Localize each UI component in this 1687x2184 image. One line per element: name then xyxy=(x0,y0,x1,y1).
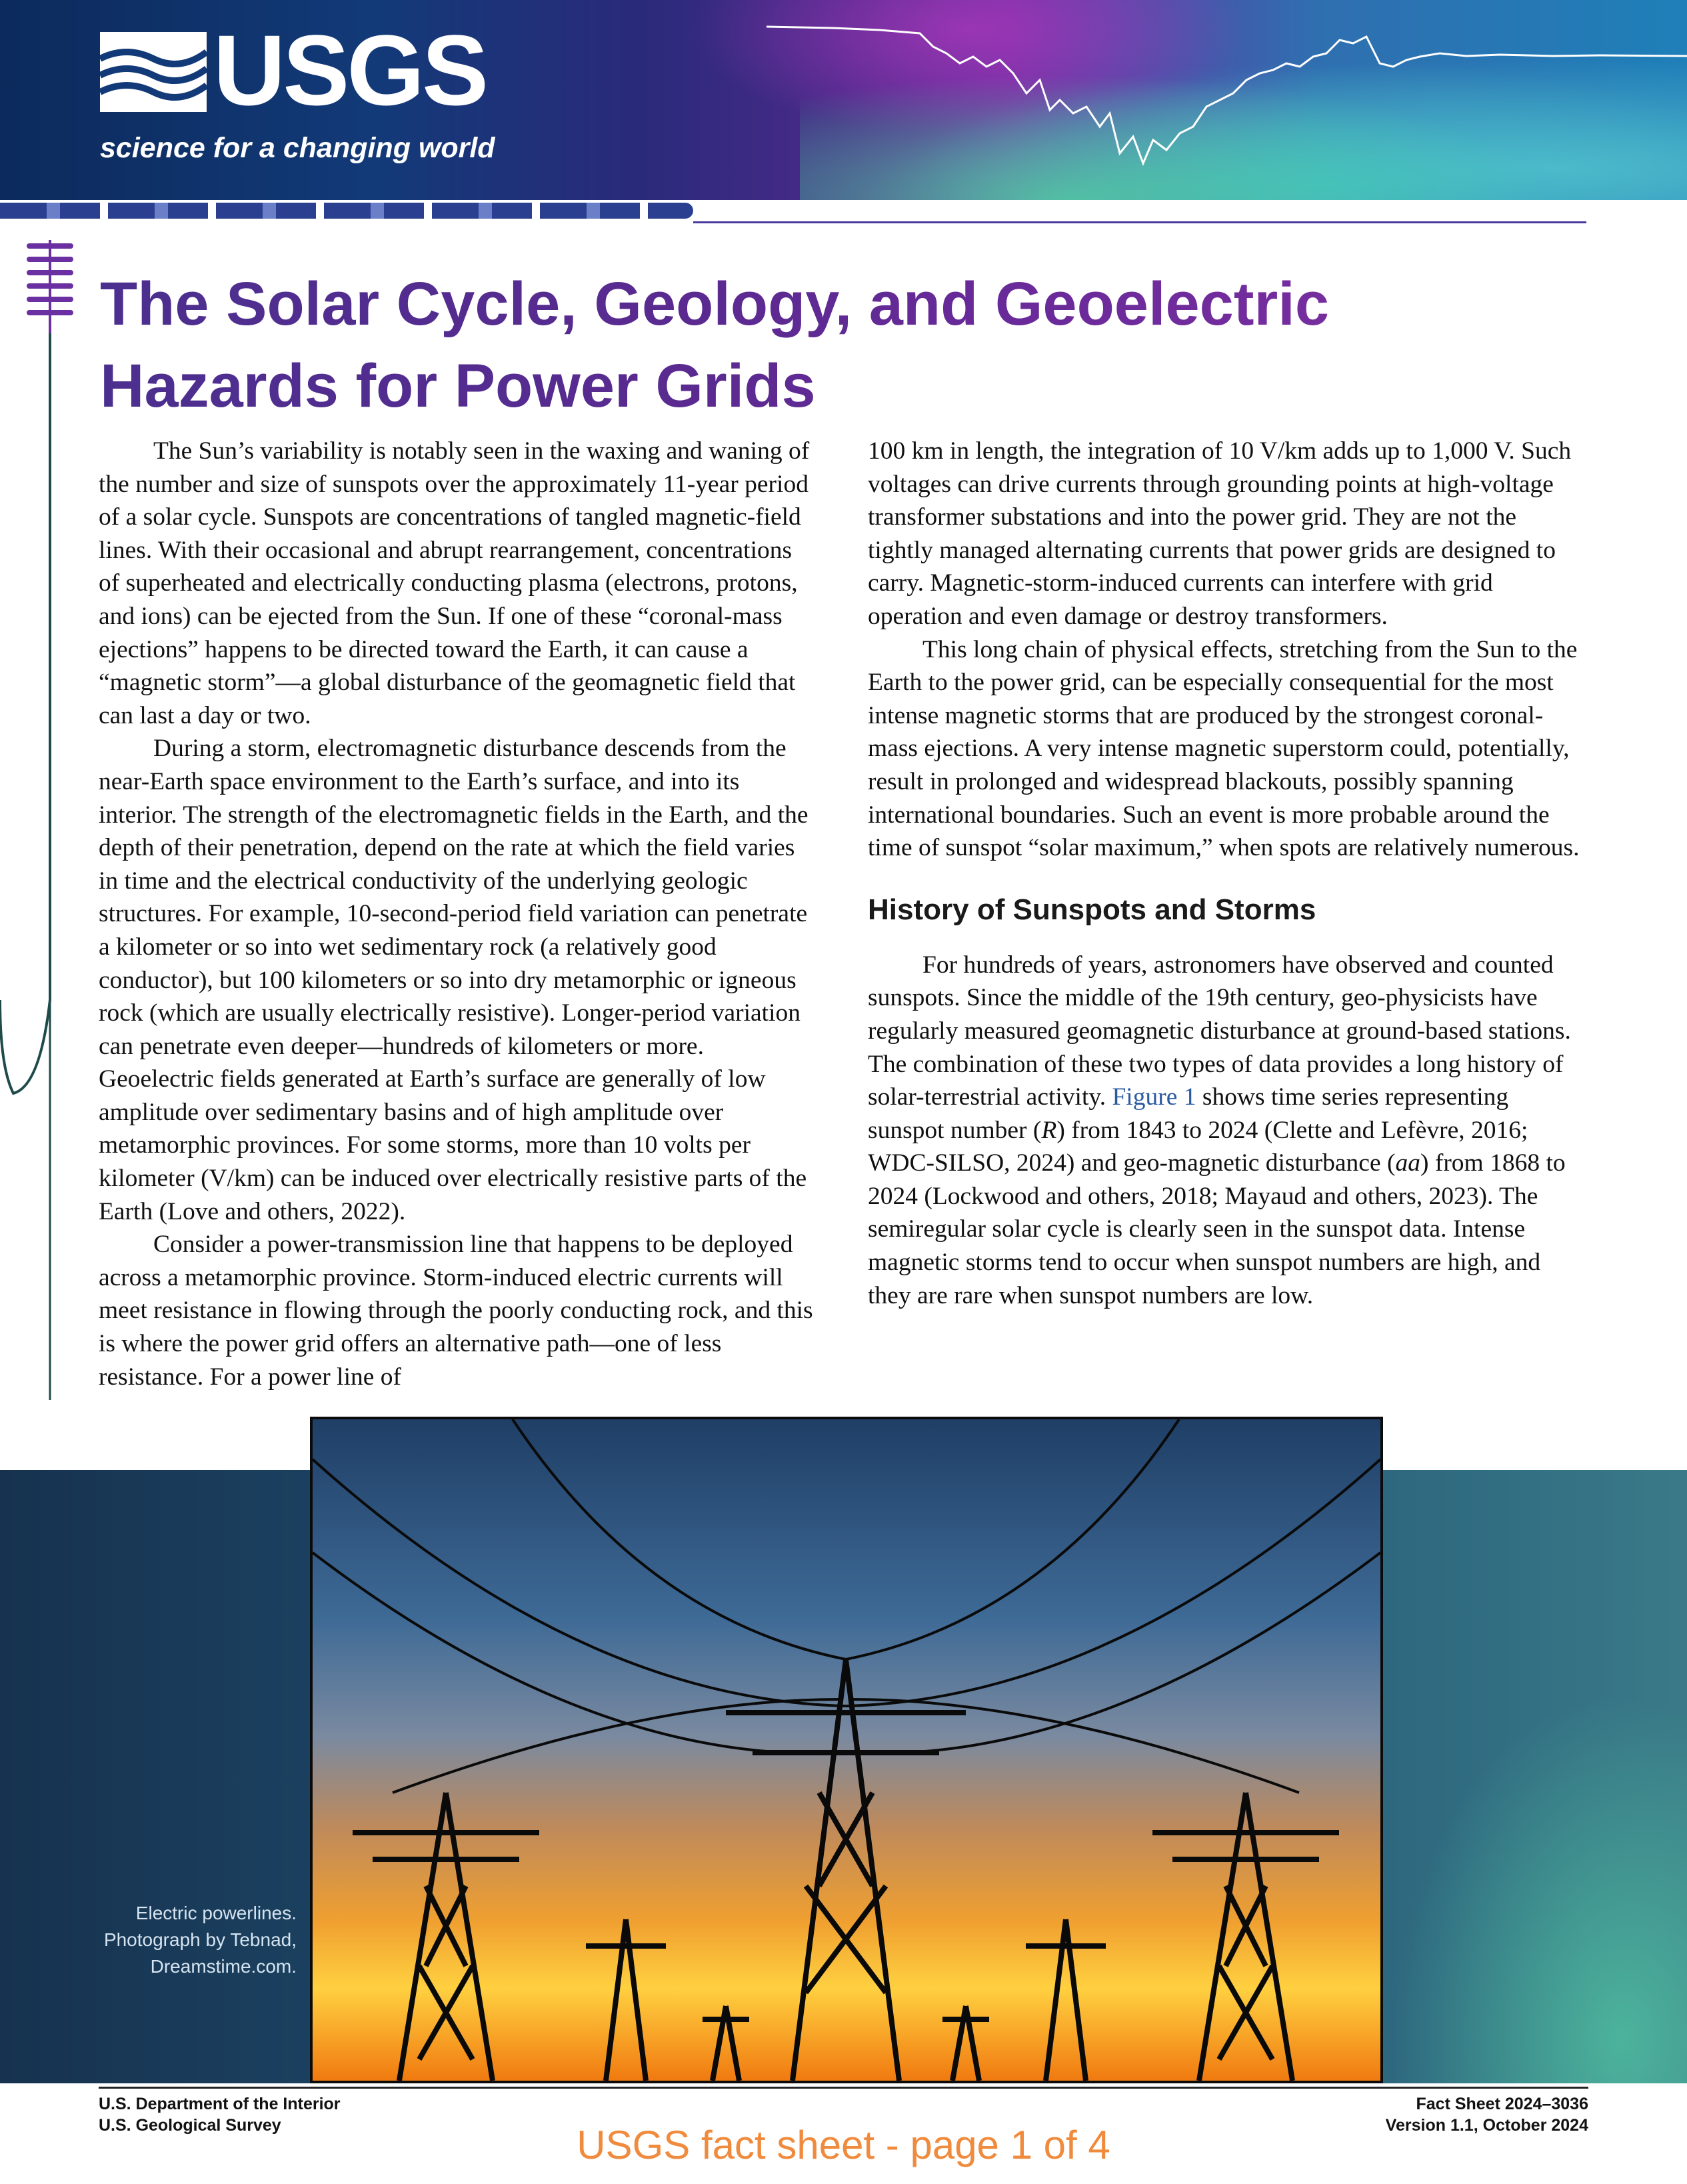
body-paragraph: 100 km in length, the integration of 10 V/km adds up to 1,000 V. Such voltages can drive currents through grounding points at high-voltage transformer substations and into the power grid. They are not the tightly managed alternating currents that power grids are designed to carry. Magnetic-storm-induced currents can interfere with grid operation and even damage or destroy transformers. xyxy=(868,437,1572,630)
page-title xyxy=(100,263,1433,427)
body-paragraph: Consider a power-transmission line that happens to be deployed across a metamorphic province. Storm-induced electric currents will meet resistance in flowing through the poorly conducting rock, and this is where the power grid offers an alternative path—one of less resistance. For a power line of xyxy=(99,1231,813,1391)
text-run: shows time series representing sunspot number ( xyxy=(868,1083,1509,1144)
footer-line: Version 1.1, October 2024 xyxy=(1385,2116,1588,2135)
body-paragraph: This long chain of physical effects, stretching from the Sun to the Earth to the power grid, can be especially consequential for the most intense magnetic storms that are produced by the strongest coronal-mass ejections. A very intense magnetic superstorm could, potentially, result in prolonged and widespread blackouts, possibly spanning international boundaries. Such an event is more probable around the time of sunspot “solar maximum,” when spots are relatively numerous. xyxy=(868,635,1580,862)
photo-caption xyxy=(80,1900,297,1980)
usgs-wave-icon xyxy=(100,32,207,119)
footer-line: Fact Sheet 2024–3036 xyxy=(1416,2095,1588,2113)
powerline-silhouettes xyxy=(313,1419,1380,2081)
title-line-2: Hazards for Power Grids xyxy=(100,352,816,420)
caption-line: Photograph by Tebnad, xyxy=(103,1929,297,1950)
usgs-logo xyxy=(100,14,495,165)
caption-line: Dreamstime.com. xyxy=(150,1956,297,1977)
title-line-1: The Solar Cycle, Geology, and Geoelectric xyxy=(100,270,1329,338)
page-number-label: USGS fact sheet - page 1 of 4 xyxy=(577,2123,1110,2167)
usgs-wordmark: USGS xyxy=(213,14,487,126)
text-run: For hundreds of years, astronomers have observed and counted sunspots. Since the middle of the 19th century, geo-physicists have regularly measured geomagnetic disturbance at ground-based stations. The combination of these two types of data provides a long history of solar-terrestrial activity. xyxy=(868,951,1571,1111)
right-column xyxy=(868,435,1588,1312)
aurora-glow xyxy=(1354,1637,1687,2083)
footer-line: U.S. Geological Survey xyxy=(99,2116,281,2135)
section-heading: History of Sunspots and Storms xyxy=(868,893,1316,926)
header-banner xyxy=(0,0,1687,200)
body-paragraph: The Sun’s variability is notably seen in the waxing and waning of the number and size of sunspots over the approximately 11-year period of a solar cycle. Sunspots are concentrations of tangled magnetic-field lines. With their occasional and abrupt rearrangement, concentrations of superheated and electrically conducting plasma (electrons, protons, and ions) can be ejected from the Sun. If one of these “coronal-mass ejections” happens to be directed toward the Earth, it can cause a “magnetic storm”—a global disturbance of the geomagnetic field that can last a day or two. xyxy=(99,437,810,729)
powerlines-photo xyxy=(310,1417,1383,2083)
text-run: ) from 1843 to 2024 (Clette and Lefèvre, 2016; WDC-SILSO, 2024) and geo-magnetic disturbance ( xyxy=(868,1116,1528,1177)
footer-rule xyxy=(99,2087,1588,2089)
caption-line: Electric powerlines. xyxy=(135,1903,297,1923)
footer-line: U.S. Department of the Interior xyxy=(99,2095,341,2113)
usgs-tagline: science for a changing world xyxy=(100,132,495,164)
left-column xyxy=(99,435,819,1393)
text-run: ) from 1868 to 2024 (Lockwood and others, 2018; Mayaud and others, 2023). The semiregular solar cycle is clearly seen in the sunspot data. Intense magnetic storms tend to occur when sunspot numbers are high, and they are rare when sunspot numbers are low. xyxy=(868,1149,1566,1309)
header-stripe xyxy=(0,200,1687,227)
symbol-r: R xyxy=(1041,1116,1057,1144)
symbol-aa: aa xyxy=(1395,1149,1420,1177)
figure-1-link[interactable]: Figure 1 xyxy=(1112,1083,1196,1111)
body-paragraph xyxy=(868,949,1588,1313)
body-paragraph: During a storm, electromagnetic disturbance descends from the near-Earth space environment to the Earth’s surface, and into its interior. The strength of the electromagnetic fields in the Earth, and the depth of their penetration, depend on the rate at which the field varies in time and the electrical conductivity of the underlying geologic structures. For example, 10-second-period field variation can penetrate a kilometer or so into wet sedimentary rock (a relatively good conductor), but 100 kilometers or so into dry metamorphic or igneous rock (which are usually electrically resistive). Longer-period variation can penetrate even deeper—hundreds of kilometers or more. Geoelectric fields generated at Earth’s surface are generally of low amplitude over sedimentary basins and of high amplitude over metamorphic provinces. For some storms, more than 10 volts per kilometer (V/km) can be induced over electrically resistive parts of the Earth (Love and others, 2022). xyxy=(99,735,809,1225)
stripe-rule xyxy=(693,221,1586,223)
